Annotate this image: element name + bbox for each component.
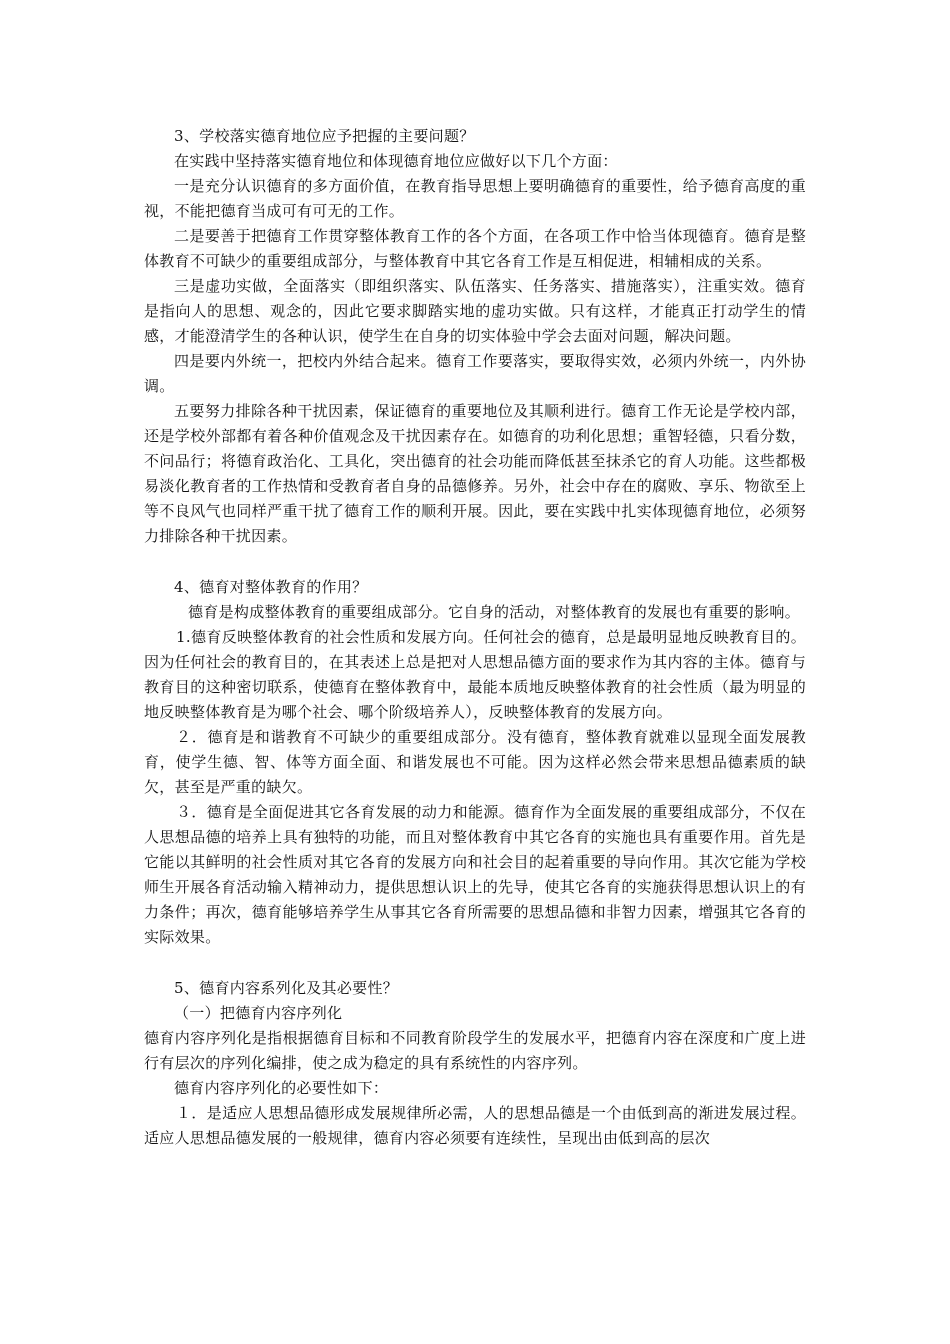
section-3 <box>144 124 806 549</box>
section-5-heading: 5、德育内容系列化及其必要性？ <box>174 979 399 997</box>
section-4-item-3: ３．德育是全面促进其它各育发展的动力和能源。德育作为全面发展的重要组成部分，不仅在人思想品德的培养上具有独特的功能，而且对整体教育中其它各育的实施也具有重要作用。首先是它能以其鲜明的社会性质对其它各育的发展方向和社会目的起着重要的导向作用。其次它能为学校师生开展各育活动输入精神动力，提供思想认识上的先导，使其它各育的实施获得思想认识上的有力条件；再次，德育能够培养学生从事其它各育所需要的思想品德和非智力因素，增强其它各育的实际效果。 <box>144 803 806 946</box>
section-3-point-2: 二是要善于把德育工作贯穿整体教育工作的各个方面，在各项工作中恰当体现德育。德育是整体教育不可缺少的重要组成部分，与整体教育中其它各育工作是互相促进，相辅相成的关系。 <box>144 227 806 270</box>
section-4-item-2: ２．德育是和谐教育不可缺少的重要组成部分。没有德育，整体教育就难以显现全面发展教育，使学生德、智、体等方面全面、和谐发展也不可能。因为这样必然会带来思想品德素质的缺欠，甚至是严重的缺欠。 <box>144 728 806 796</box>
section-3-point-5: 五要努力排除各种干扰因素，保证德育的重要地位及其顺利进行。德育工作无论是学校内部，还是学校外部都有着各种价值观念及干扰因素存在。如德育的功利化思想；重智轻德，只看分数，不问品行；将德育政治化、工具化，突出德育的社会功能而降低甚至抹杀它的育人功能。这些都极易淡化教育者的工作热情和受教育者自身的品德修养。另外，社会中存在的腐败、享乐、物欲至上等不良风气也同样严重干扰了德育工作的顺利开展。因此，要在实践中扎实体现德育地位，必须努力排除各种干扰因素。 <box>144 402 806 545</box>
section-5-necessity-intro: 德育内容序列化的必要性如下： <box>174 1079 389 1097</box>
section-3-point-4: 四是要内外统一，把校内外结合起来。德育工作要落实，要取得实效，必须内外统一，内外协调。 <box>144 352 806 395</box>
section-3-point-3: 三是虚功实做，全面落实（即组织落实、队伍落实、任务落实、措施落实），注重实效。德育是指向人的思想、观念的，因此它要求脚踏实地的虚功实做。只有这样，才能真正打动学生的情感，才能澄清学生的各种认识，使学生在自身的切实体验中学会去面对问题，解决问题。 <box>144 277 806 345</box>
section-5-definition: 德育内容序列化是指根据德育目标和不同教育阶段学生的发展水平，把德育内容在深度和广度上进行有层次的序列化编排，使之成为稳定的具有系统性的内容序列。 <box>144 1029 806 1072</box>
section-4-item-1: 1.德育反映整体教育的社会性质和发展方向。任何社会的德育，总是最明显地反映教育目的。因为任何社会的教育目的，在其表述上总是把对人思想品德方面的要求作为其内容的主体。德育与教育目的这种密切联系，使德育在整体教育中，最能本质地反映整体教育的社会性质（最为明显的地反映整体教育是为哪个社会、哪个阶级培养人），反映整体教育的发展方向。 <box>144 628 806 721</box>
section-5-item-1: １．是适应人思想品德形成发展规律所必需，人的思想品德是一个由低到高的渐进发展过程。适应人思想品德发展的一般规律，德育内容必须要有连续性，呈现出由低到高的层次 <box>144 1104 806 1147</box>
section-3-heading: 3、学校落实德育地位应予把握的主要问题？ <box>174 127 475 145</box>
section-5 <box>144 976 806 1151</box>
section-4-intro: 德育是构成整体教育的重要组成部分。它自身的活动，对整体教育的发展也有重要的影响。 <box>188 603 801 621</box>
section-3-intro: 在实践中坚持落实德育地位和体现德育地位应做好以下几个方面： <box>174 152 618 170</box>
section-3-point-1: 一是充分认识德育的多方面价值，在教育指导思想上要明确德育的重要性，给予德育高度的重视，不能把德育当成可有可无的工作。 <box>144 177 806 220</box>
section-4-heading: 4、德育对整体教育的作用？ <box>174 578 368 596</box>
section-4 <box>144 575 806 950</box>
section-5-subheading: （一）把德育内容序列化 <box>174 1004 343 1022</box>
